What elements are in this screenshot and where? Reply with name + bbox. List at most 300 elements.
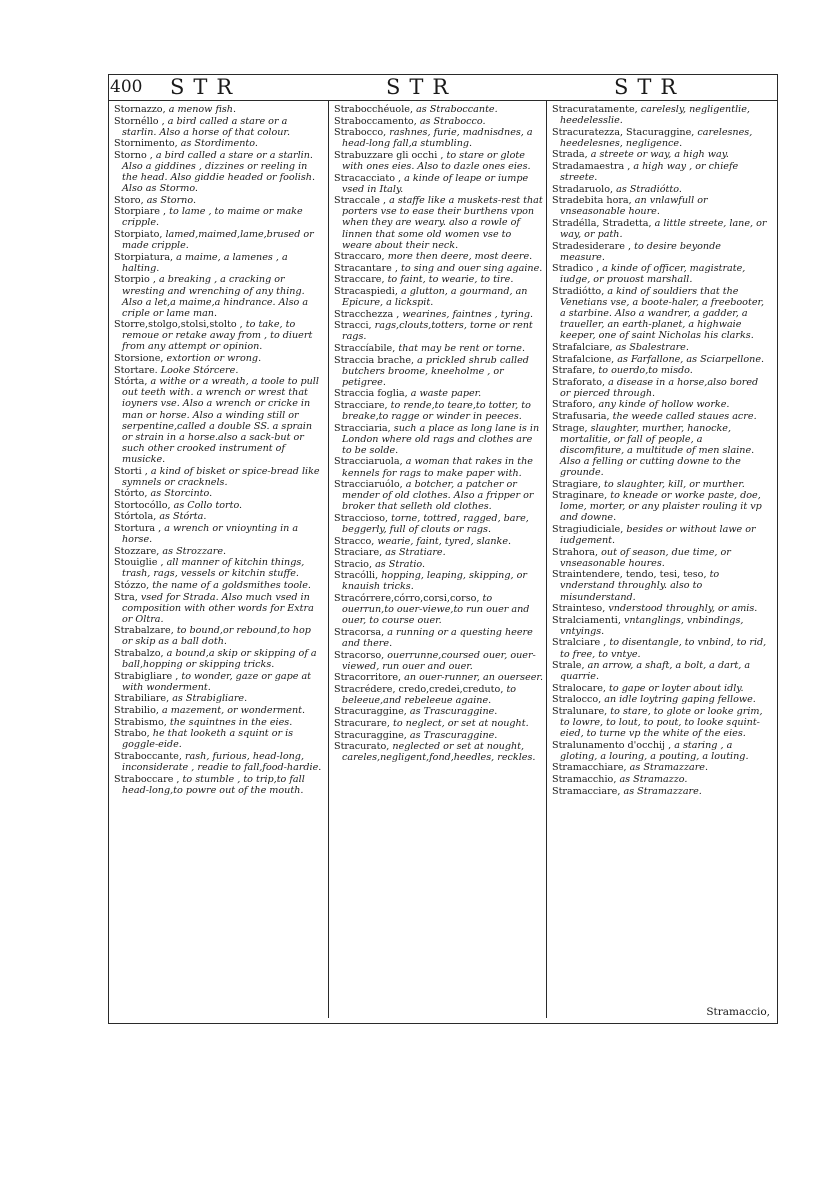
entry-definition: a maime, a lamenes , a halting. xyxy=(122,251,288,274)
headword-col2: STR xyxy=(386,75,458,99)
entry-lemma: Stralciare , xyxy=(552,637,607,649)
dictionary-entry xyxy=(114,365,324,376)
entry-lemma: Stradiótto, xyxy=(552,286,605,297)
entry-lemma: Stra, xyxy=(114,591,138,603)
entry-lemma: Strabuzzare gli occhi , xyxy=(334,149,444,161)
dictionary-entry xyxy=(552,423,768,478)
dictionary-entry xyxy=(334,741,544,763)
dictionary-entry xyxy=(552,490,768,523)
entry-lemma: Stralunamento d'occhij , xyxy=(552,739,672,751)
dictionary-entry xyxy=(114,116,324,138)
dictionary-entry xyxy=(114,104,324,115)
entry-definition: rags,clouts,totters, torne or rent rags. xyxy=(342,320,533,343)
entry-lemma: Stralocco, xyxy=(552,694,602,706)
entry-definition: a bird called a stare or a starlin. Also a horse of that colour. xyxy=(122,115,290,138)
entry-definition: a woman that rakes in the kennels for rags to make paper with. xyxy=(342,456,533,479)
dictionary-entry xyxy=(334,320,544,342)
dictionary-entry xyxy=(334,423,544,456)
entry-lemma: Straboccamento, xyxy=(334,115,417,127)
entry-lemma: Storsione, xyxy=(114,353,164,365)
entry-definition: rash, furious, head-long, inconsiderate , readie to fall,food-hardie. xyxy=(122,750,322,773)
entry-lemma: Stornéllo , xyxy=(114,115,165,127)
entry-lemma: Strabigliare , xyxy=(114,670,179,682)
entry-definition: as Stramazzare. xyxy=(623,785,702,797)
dictionary-entry xyxy=(114,705,324,716)
entry-lemma: Stradesiderare , xyxy=(552,240,632,252)
dictionary-entry xyxy=(552,524,768,546)
entry-lemma: Stórtola, xyxy=(114,511,157,523)
entry-definition: more then deere, most deere. xyxy=(387,251,533,263)
entry-definition: as Farfallone, as Sciarpellone. xyxy=(617,353,765,365)
dictionary-entry xyxy=(334,559,544,570)
entry-definition: to slaughter, kill, or murther. xyxy=(604,478,745,490)
entry-lemma: Stortura , xyxy=(114,522,162,534)
entry-definition: as Stórta. xyxy=(159,511,207,523)
dictionary-entry xyxy=(334,355,544,388)
entry-lemma: Stracólli, xyxy=(334,570,379,582)
entry-definition: besides or without lawe or iudgement. xyxy=(560,523,756,547)
entry-lemma: Straccare, xyxy=(334,274,385,286)
entry-definition: a staffe like a muskets-rest that porters vse to ease their burthens vpon when they are weary. also a rowle of linnen that some old women vse to weare about their neck. xyxy=(342,195,543,251)
dictionary-entry xyxy=(552,127,768,149)
entry-lemma: Strabismo, xyxy=(114,716,167,728)
entry-lemma: Straginare, xyxy=(552,490,608,502)
entry-definition: a glutton, a gourmand, an Epicure, a lickspit. xyxy=(342,286,528,309)
entry-lemma: Stracciaruólo, xyxy=(334,479,403,491)
dictionary-entry xyxy=(114,546,324,557)
entry-definition: as Stordimento. xyxy=(180,138,258,150)
entry-lemma: Stradélla, Stradetta, xyxy=(552,217,652,229)
entry-lemma: Stracacciato , xyxy=(334,172,402,184)
dictionary-entry xyxy=(552,660,768,682)
entry-lemma: Stórta, xyxy=(114,376,148,388)
dictionary-entry xyxy=(334,672,544,683)
entry-lemma: Straboccare , xyxy=(114,773,180,785)
entry-definition: a menow fish. xyxy=(168,104,236,115)
entry-lemma: Stouiglie , xyxy=(114,557,164,569)
dictionary-entry xyxy=(114,717,324,728)
entry-lemma: Storno , xyxy=(114,149,153,161)
entry-lemma: Stradebita hora, xyxy=(552,195,632,207)
entry-lemma: Stracuratamente, xyxy=(552,104,638,115)
dictionary-entry xyxy=(552,399,768,410)
entry-definition: as Collo torto. xyxy=(173,499,243,511)
entry-definition: vnderstood throughly, or amis. xyxy=(608,603,758,615)
entry-definition: a bird called a stare or a starlin. Also a giddines , dizzines or reeling in the head. Also giddie headed or foolish. Also as Stormo. xyxy=(122,149,315,195)
entry-definition: to neglect, or set at nought. xyxy=(392,718,529,730)
entry-lemma: Straccia brache, xyxy=(334,354,415,366)
entry-definition: an arrow, a shaft, a bolt, a dart, a quarrie. xyxy=(560,660,751,683)
entry-definition: carelesly, negligentlie, heedelesslie. xyxy=(560,104,750,127)
entry-definition: a botcher, a patcher or mender of old clothes. Also a fripper or broker that selleth old clothes. xyxy=(342,479,534,513)
entry-definition: to lame , to maime or make cripple. xyxy=(122,206,303,229)
entry-lemma: Strahora, xyxy=(552,546,599,558)
entry-lemma: Storpio , xyxy=(114,274,156,286)
entry-definition: to disentangle, to vnbind, to rid, to free, to vntye. xyxy=(560,637,767,660)
entry-lemma: Storpiatura, xyxy=(114,251,174,263)
entry-lemma: Stramacchio, xyxy=(552,774,617,786)
entry-definition: to kneade or worke paste, doe, lome, morter, or any plaister rouling it vp and downe. xyxy=(560,490,762,524)
entry-definition: to bound,or rebound,to hop or skip as a ball doth. xyxy=(122,625,311,648)
entry-definition: wearie, faint, tyred, slanke. xyxy=(377,535,512,547)
entry-definition: vntanglings, vnbindings, vntyings. xyxy=(560,614,744,637)
dictionary-entry xyxy=(114,229,324,251)
entry-lemma: Strabalzare, xyxy=(114,625,174,637)
entry-definition: a mazement, or wonderment. xyxy=(161,704,306,716)
dictionary-entry xyxy=(334,286,544,308)
entry-definition: torne, tottred, ragged, bare, beggerly, full of clouts or rags. xyxy=(342,512,529,535)
entry-definition: he that looketh a squint or is goggle-eide. xyxy=(122,728,294,751)
entry-definition: as Stradiótto. xyxy=(616,183,682,195)
entry-lemma: Strabocco, xyxy=(334,127,387,139)
entry-definition: a bound,a skip or skipping of a ball,hopping or skipping tricks. xyxy=(122,648,317,671)
entry-definition: neglected or set at nought, careles,negligent,fond,heedles, reckles. xyxy=(342,741,536,764)
entry-lemma: Straccíabile, xyxy=(334,342,396,354)
entry-definition: a running or a questing heere and there. xyxy=(342,626,533,649)
entry-definition: a kind of bisket or spice-bread like symnels or cracknels. xyxy=(122,465,320,488)
dictionary-page xyxy=(108,74,778,1024)
dictionary-entry xyxy=(334,263,544,274)
entry-lemma: Strafare, xyxy=(552,365,596,377)
dictionary-entry xyxy=(334,570,544,592)
entry-definition: the squintnes in the eies. xyxy=(169,716,293,728)
dictionary-entry xyxy=(552,786,768,797)
entry-lemma: Stracaspiedi, xyxy=(334,286,398,297)
dictionary-entry xyxy=(552,603,768,614)
entry-definition: all manner of kitchin things, trash, rags, vessels or kitchin stuffe. xyxy=(122,557,305,580)
dictionary-entry xyxy=(114,376,324,465)
entry-definition: to stare, to glote or looke grim, to lowre, to lout, to pout, to looke squint-eied, to turne vp the white of the eies. xyxy=(560,705,763,740)
entry-lemma: Straintendere, tendo, tesi, teso, xyxy=(552,569,707,581)
dictionary-entry xyxy=(552,263,768,285)
column-rule xyxy=(546,100,547,1018)
dictionary-entry xyxy=(334,513,544,535)
entry-definition: as Strabigliare. xyxy=(172,693,248,705)
entry-lemma: Strabo, xyxy=(114,728,150,740)
entry-lemma: Stracciaruola, xyxy=(334,456,403,468)
entry-definition: any kinde of hollow worke. xyxy=(598,399,730,411)
entry-definition: to take, to remoue or retake away from , to diuert from any attempt or opinion. xyxy=(122,319,313,353)
dictionary-entry xyxy=(114,580,324,591)
dictionary-entry xyxy=(114,728,324,750)
entry-definition: as Straboccante. xyxy=(416,104,498,115)
entry-lemma: Stracrédere, credo,credei,creduto, xyxy=(334,683,504,695)
entry-lemma: Stramacchiare, xyxy=(552,762,627,774)
entry-definition: a kinde of leape or iumpe vsed in Italy. xyxy=(342,172,529,195)
dictionary-entry xyxy=(114,466,324,488)
dictionary-entry xyxy=(552,286,768,341)
dictionary-entry xyxy=(334,547,544,558)
entry-lemma: Stracciaria, xyxy=(334,422,391,434)
entry-lemma: Stracio, xyxy=(334,558,373,570)
entry-definition: a kind of souldiers that the Venetians vse, a boote-haler, a freebooter, a starbine. Also a wandrer, a gadder, a traueller, an earth-planet, a highwaie keeper, one of saint Nicholas his clarks. xyxy=(560,286,765,342)
entry-definition: slaughter, murther, hanocke, mortalitie, or fall of people, a discomfiture, a multitude of men slaine. Also a felling or cutting downe to the grounde. xyxy=(560,422,755,478)
entry-lemma: Strale, xyxy=(552,660,585,672)
dictionary-entry xyxy=(114,671,324,693)
dictionary-entry xyxy=(114,693,324,704)
column-3 xyxy=(552,104,768,797)
dictionary-entry xyxy=(552,740,768,762)
dictionary-entry xyxy=(552,195,768,217)
entry-definition: as Stratio. xyxy=(375,558,426,570)
entry-definition: the weede called staues acre. xyxy=(612,411,757,423)
dictionary-entry xyxy=(334,251,544,262)
entry-definition: as Strabocco. xyxy=(419,115,486,127)
entry-lemma: Straccioso, xyxy=(334,512,389,524)
entry-lemma: Storti , xyxy=(114,465,148,477)
dictionary-entry xyxy=(114,195,324,206)
entry-lemma: Stortare. xyxy=(114,364,158,376)
dictionary-entry xyxy=(114,500,324,511)
entry-lemma: Straforo, xyxy=(552,399,596,411)
entry-lemma: Stragiare, xyxy=(552,478,601,490)
dictionary-entry xyxy=(334,309,544,320)
dictionary-entry xyxy=(114,523,324,545)
entry-lemma: Stozzare, xyxy=(114,545,160,557)
dictionary-entry xyxy=(114,557,324,579)
entry-definition: lamed,maimed,lame,brused or made cripple. xyxy=(122,229,314,252)
dictionary-entry xyxy=(114,774,324,796)
entry-lemma: Stracci, xyxy=(334,320,372,332)
entry-definition: to sing and ouer sing againe. xyxy=(401,262,543,274)
entry-lemma: Stózzo, xyxy=(114,579,150,591)
entry-definition: Looke Stórcere. xyxy=(160,364,239,376)
dictionary-entry xyxy=(334,343,544,354)
entry-definition: a kinde of officer, magistrate, iudge, or prouost marshall. xyxy=(560,263,746,286)
headword-col3: STR xyxy=(614,75,686,99)
dictionary-entry xyxy=(334,536,544,547)
dictionary-entry xyxy=(552,615,768,637)
dictionary-entry xyxy=(334,718,544,729)
entry-lemma: Stracciare, xyxy=(334,399,388,411)
entry-definition: to beleeue,and rebeleeue againe. xyxy=(342,683,517,706)
entry-lemma: Storpiare , xyxy=(114,206,167,218)
entry-definition: a waste paper. xyxy=(410,388,482,400)
dictionary-entry xyxy=(552,342,768,353)
dictionary-entry xyxy=(552,218,768,240)
dictionary-entry xyxy=(334,706,544,717)
dictionary-entry xyxy=(114,319,324,352)
entry-lemma: Stracantare , xyxy=(334,262,398,274)
dictionary-entry xyxy=(552,683,768,694)
entry-lemma: Stralunare, xyxy=(552,705,608,717)
dictionary-entry xyxy=(552,365,768,376)
dictionary-entry xyxy=(334,593,544,626)
column-2 xyxy=(334,104,544,764)
page-number: 400 xyxy=(110,77,143,97)
dictionary-entry xyxy=(114,511,324,522)
column-1 xyxy=(114,104,324,796)
entry-definition: an idle loytring gaping fellowe. xyxy=(604,694,756,706)
entry-definition: vsed for Strada. Also much vsed in composition with other words for Extra or Oltra. xyxy=(122,591,314,625)
dictionary-entry xyxy=(552,774,768,785)
entry-definition: as Trascuraggine. xyxy=(409,706,498,718)
entry-definition: a prickled shrub called butchers broome, kneeholme , or petigree. xyxy=(342,354,529,388)
entry-definition: to gape or loyter about idly. xyxy=(609,682,744,694)
dictionary-entry xyxy=(114,206,324,228)
entry-lemma: Strafusaria, xyxy=(552,411,610,423)
entry-lemma: Stracuraggine, xyxy=(334,729,407,741)
dictionary-entry xyxy=(114,592,324,625)
entry-definition: carelesnes, heedelesnes, negligence. xyxy=(560,126,753,149)
entry-lemma: Strabiliare, xyxy=(114,693,170,705)
dictionary-entry xyxy=(552,377,768,399)
dictionary-entry xyxy=(114,488,324,499)
entry-definition: a high way , or chiefe streete. xyxy=(560,160,739,184)
dictionary-entry xyxy=(334,150,544,172)
entry-definition: a disease in a horse,also bored or pierced through. xyxy=(560,376,759,399)
entry-lemma: Stracórrere,córro,corsi,corso, xyxy=(334,593,480,605)
entry-lemma: Straboccante, xyxy=(114,750,182,762)
entry-lemma: Stradaruolo, xyxy=(552,183,614,195)
entry-definition: to ouerdo,to misdo. xyxy=(598,365,693,377)
dictionary-entry xyxy=(334,274,544,285)
entry-definition: out of season, due time, or vnseasonable houres. xyxy=(560,546,731,569)
entry-definition: to faint, to wearie, to tire. xyxy=(387,274,514,286)
dictionary-entry xyxy=(334,104,544,115)
entry-lemma: Stornazzo, xyxy=(114,104,166,115)
dictionary-entry xyxy=(114,138,324,149)
entry-lemma: Stragiudiciale, xyxy=(552,523,624,535)
entry-definition: a withe or a wreath, a toole to pull out teeth with. a wrench or wrest that ioyners vse. Also a wrench or cricke in man or horse. Also a winding still or serpentine,called a double SS. a sprain or strain in a horse.also a sack-but or such other crooked instrument of musicke. xyxy=(122,376,319,465)
entry-definition: to desire beyonde measure. xyxy=(560,240,721,263)
entry-lemma: Straccaro, xyxy=(334,251,385,263)
entry-definition: as Stramazzare. xyxy=(629,762,709,774)
entry-lemma: Storo, xyxy=(114,194,144,206)
dictionary-entry xyxy=(334,627,544,649)
entry-definition: to stare or glote with ones eies. Also to dazle ones eies. xyxy=(342,149,531,172)
entry-lemma: Storre,stolgo,stolsi,stolto , xyxy=(114,319,243,331)
entry-lemma: Stortocóllo, xyxy=(114,499,171,511)
entry-lemma: Stracchezza , xyxy=(334,308,400,320)
entry-definition: a staring , a gloting, a louring, a pouting, a louting. xyxy=(560,739,749,762)
entry-lemma: Strabocchéuole, xyxy=(334,104,414,115)
dictionary-entry xyxy=(334,456,544,478)
entry-definition: as Stramazzo. xyxy=(619,774,688,786)
entry-definition: as Storcinto. xyxy=(150,488,213,500)
entry-lemma: Stracuratezza, Stacuraggine, xyxy=(552,126,695,138)
entry-lemma: Stralciamenti, xyxy=(552,614,621,626)
entry-definition: a breaking , a cracking or wresting and wrenching of any thing. Also a let,a maime,a hindrance. Also a criple or lame man. xyxy=(122,274,309,319)
dictionary-entry xyxy=(334,479,544,512)
dictionary-entry xyxy=(334,388,544,399)
running-head xyxy=(108,74,778,101)
entry-definition: that may be rent or torne. xyxy=(398,342,526,354)
entry-definition: as Sbalestrare. xyxy=(615,341,689,353)
dictionary-entry xyxy=(552,354,768,365)
entry-lemma: Strabilio, xyxy=(114,704,159,716)
dictionary-entry xyxy=(114,625,324,647)
dictionary-entry xyxy=(552,149,768,160)
catchword: Stramaccio, xyxy=(706,1006,770,1018)
entry-lemma: Stracco, xyxy=(334,535,375,547)
dictionary-entry xyxy=(334,400,544,422)
entry-definition: to rende,to teare,to totter, to breake,to ragge or winder in peeces. xyxy=(342,399,531,423)
entry-lemma: Stracorritore, xyxy=(334,672,402,684)
entry-lemma: Strafalciare, xyxy=(552,341,613,353)
dictionary-entry xyxy=(114,274,324,318)
entry-definition: hopping, leaping, skipping, or knauish tricks. xyxy=(342,570,527,593)
dictionary-entry xyxy=(334,684,544,706)
entry-lemma: Stracurare, xyxy=(334,718,390,730)
entry-definition: to stumble , to trip,to fall head-long,to powre out of the mouth. xyxy=(122,773,305,796)
dictionary-entry xyxy=(552,569,768,602)
column-rule xyxy=(328,100,329,1018)
dictionary-entry xyxy=(334,116,544,127)
entry-definition: to wonder, gaze or gape at with wonderment. xyxy=(122,670,312,693)
entry-definition: rashnes, furie, madnisdnes, a head-long fall,a stumbling. xyxy=(342,127,533,150)
dictionary-entry xyxy=(114,252,324,274)
dictionary-entry xyxy=(334,173,544,195)
entry-definition: a streete or way, a high way. xyxy=(590,149,729,161)
entry-lemma: Stradamaestra , xyxy=(552,160,631,172)
entry-lemma: Storpiato, xyxy=(114,229,163,241)
dictionary-entry xyxy=(114,648,324,670)
dictionary-entry xyxy=(552,547,768,569)
dictionary-entry xyxy=(114,353,324,364)
entry-definition: as Trascuraggine. xyxy=(409,729,498,741)
dictionary-entry xyxy=(334,127,544,149)
dictionary-entry xyxy=(552,411,768,422)
entry-lemma: Straintesо, xyxy=(552,603,606,615)
dictionary-entry xyxy=(552,694,768,705)
entry-definition: such a place as long lane is in London where old rags and clothes are to be solde. xyxy=(342,422,540,456)
entry-lemma: Straccia foglia, xyxy=(334,388,408,400)
entry-definition: to vnderstand throughly. also to misunderstand. xyxy=(560,569,720,603)
entry-definition: an vnlawfull or vnseasonable houre. xyxy=(560,195,708,218)
entry-lemma: Stracorso, xyxy=(334,649,385,661)
entry-lemma: Strada, xyxy=(552,149,588,161)
dictionary-entry xyxy=(334,650,544,672)
entry-lemma: Stracuraggine, xyxy=(334,706,407,718)
entry-definition: a little streete, lane, or way, or path. xyxy=(560,217,767,241)
headword-col1: STR xyxy=(170,75,242,99)
dictionary-entry xyxy=(114,150,324,194)
entry-lemma: Stracurato, xyxy=(334,741,390,753)
entry-definition: to ouerrun,to ouer-viewe,to run ouer and ouer, to course ouer. xyxy=(342,593,530,627)
entry-lemma: Strage, xyxy=(552,422,588,434)
dictionary-entry xyxy=(552,184,768,195)
entry-lemma: Stórto, xyxy=(114,488,148,500)
entry-lemma: Stramacciare, xyxy=(552,785,621,797)
entry-definition: a wrench or vnioynting in a horse. xyxy=(122,522,299,546)
dictionary-entry xyxy=(552,762,768,773)
entry-definition: as Stratiare. xyxy=(385,547,446,559)
dictionary-entry xyxy=(552,104,768,126)
entry-definition: wearines, faintnes , tyring. xyxy=(402,308,534,320)
entry-definition: as Storno. xyxy=(146,194,197,206)
dictionary-entry xyxy=(552,241,768,263)
entry-lemma: Straciare, xyxy=(334,547,383,559)
entry-lemma: Strafalcione, xyxy=(552,353,615,365)
entry-definition: an ouer-runner, an ouerseer. xyxy=(404,672,544,684)
dictionary-entry xyxy=(552,706,768,739)
dictionary-entry xyxy=(552,479,768,490)
dictionary-entry xyxy=(334,195,544,250)
entry-lemma: Stornimento, xyxy=(114,138,178,150)
dictionary-entry xyxy=(334,730,544,741)
entry-definition: extortion or wrong. xyxy=(166,353,262,365)
dictionary-entry xyxy=(114,751,324,773)
dictionary-entry xyxy=(552,637,768,659)
entry-lemma: Strabalzo, xyxy=(114,648,164,659)
entry-definition: the name of a goldsmithes toole. xyxy=(152,579,311,591)
entry-lemma: Straforato, xyxy=(552,376,606,388)
entry-lemma: Stracorsa, xyxy=(334,626,385,638)
entry-lemma: Stradico , xyxy=(552,263,600,275)
entry-lemma: Straccale , xyxy=(334,195,387,207)
dictionary-entry xyxy=(552,161,768,183)
